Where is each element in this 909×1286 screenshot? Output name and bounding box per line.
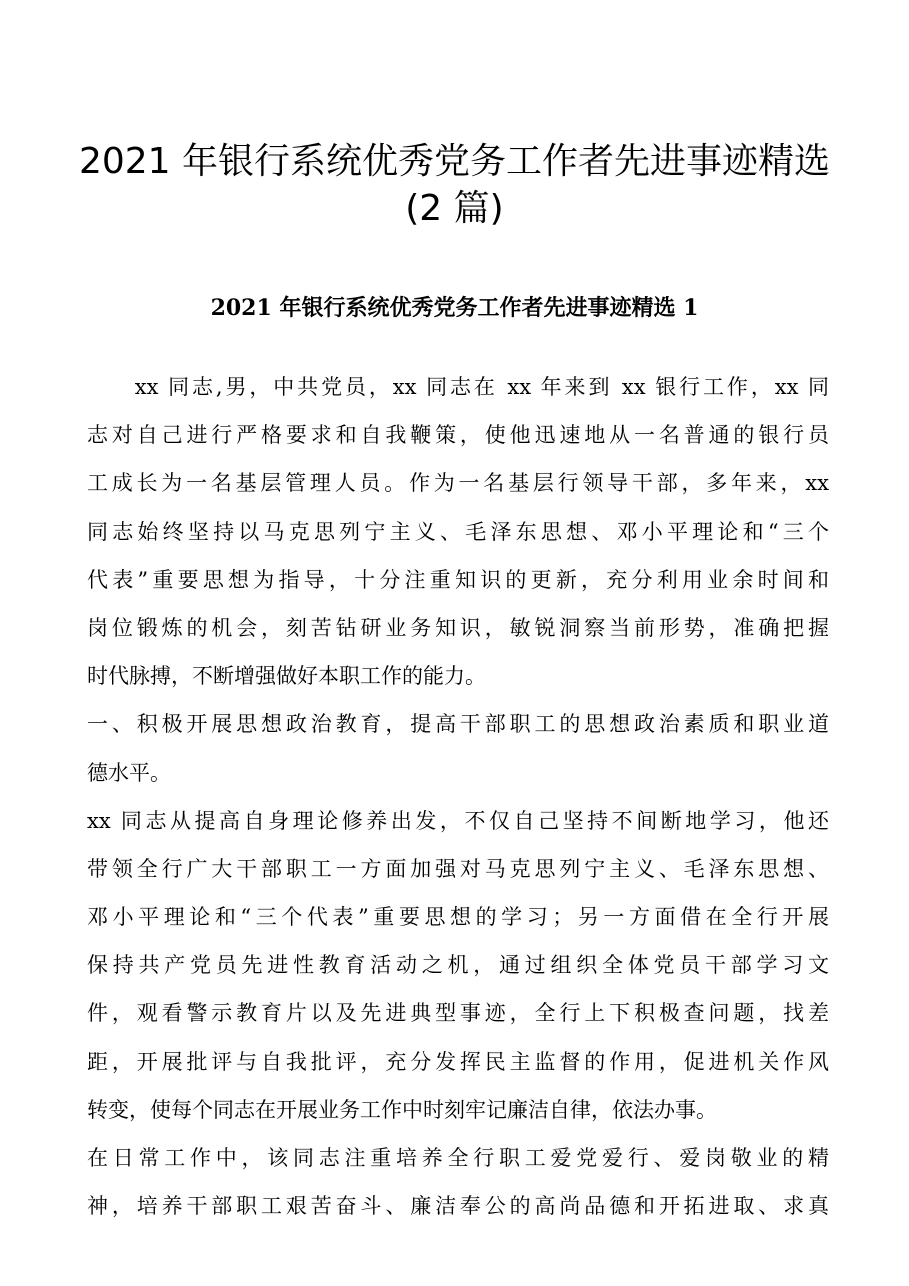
document-title-line-2: (2 篇) (405, 188, 504, 229)
body-line: 转变，使每个同志在开展业务工作中时刻牢记廉洁自律，依法办事。 (87, 1097, 717, 1122)
body-line: xx 同志,男，中共党员，xx 同志在 xx 年来到 xx 银行工作，xx 同 (87, 375, 829, 399)
body-line: 件，观看警示教育片以及先进典型事迹，全行上下积极查问题，找差 (87, 1001, 829, 1026)
body-line: xx 同志从提高自身理论修养出发，不仅自己坚持不间断地学习，他还 (87, 808, 829, 833)
body-line: 带领全行广大干部职工一方面加强对马克思列宁主义、毛泽东思想、 (87, 856, 829, 881)
body-line: 神，培养干部职工艰苦奋斗、廉洁奉公的高尚品德和开拓进取、求真 (87, 1194, 829, 1219)
body-line: 同志始终坚持以马克思列宁主义、毛泽东思想、邓小平理论和“三个 (87, 519, 829, 544)
body-line: 代表”重要思想为指导，十分注重知识的更新，充分利用业余时间和 (87, 567, 829, 592)
body-line: 邓小平理论和“三个代表”重要思想的学习；另一方面借在全行开展 (87, 905, 829, 930)
body-line: 岗位锻炼的机会，刻苦钻研业务知识，敏锐洞察当前形势，准确把握 (87, 615, 829, 640)
body-line: 在日常工作中，该同志注重培养全行职工爱党爱行、爱岗敬业的精 (87, 1146, 829, 1170)
body-line: 德水平。 (87, 760, 171, 785)
body-line: 志对自己进行严格要求和自我鞭策，使他迅速地从一名普通的银行员 (87, 423, 829, 448)
document-title-line-1: 2021 年银行系统优秀党务工作者先进事迹精选 (78, 141, 831, 182)
body-line: 工成长为一名基层管理人员。作为一名基层行领导干部，多年来，xx (87, 471, 829, 496)
section-heading: 2021 年银行系统优秀党务工作者先进事迹精选 1 (210, 295, 699, 321)
body-line: 时代脉搏，不断增强做好本职工作的能力。 (87, 664, 486, 689)
body-line: 一、积极开展思想政治教育，提高干部职工的思想政治素质和职业道 (87, 712, 829, 737)
body-line: 保持共产党员先进性教育活动之机，通过组织全体党员干部学习文 (87, 953, 829, 978)
body-line: 距，开展批评与自我批评，充分发挥民主监督的作用，促进机关作风 (87, 1049, 829, 1074)
document-body (87, 363, 829, 1230)
